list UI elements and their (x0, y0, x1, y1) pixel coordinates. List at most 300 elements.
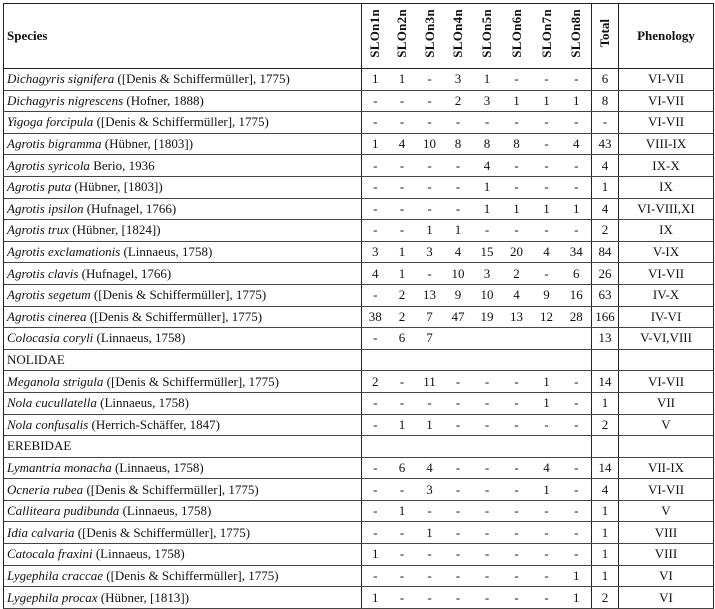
site-count-cell: - (444, 371, 473, 393)
total-cell: 1 (592, 544, 619, 566)
species-name: Catocala fraxini (7, 546, 93, 562)
site-count-cell: - (389, 587, 416, 609)
site-count-cell: - (444, 155, 473, 177)
species-author: ([Denis & Schiffermüller], 1775) (93, 114, 269, 130)
site-count-cell: 4 (473, 155, 502, 177)
site-count-cell: 8 (502, 133, 532, 155)
site-count-cell: - (416, 263, 444, 285)
site-count-cell: 1 (389, 500, 416, 522)
species-author: (Linnaeus, 1758) (93, 330, 186, 346)
species-name: Agrotis bigramma (7, 136, 102, 152)
table-row (4, 133, 714, 155)
site-count-cell: 1 (562, 587, 592, 609)
site-count-cell: 4 (444, 241, 473, 263)
species-author: ([Denis & Schiffermüller], 1775) (74, 524, 251, 540)
site-count-cell (473, 436, 502, 458)
site-count-cell: 1 (473, 176, 502, 198)
phenology-header: Phenology (619, 4, 714, 69)
site-count-cell: - (416, 176, 444, 198)
site-count-cell: - (362, 284, 389, 306)
site-count-cell: - (502, 220, 532, 242)
species-name: Idia calvaria (7, 524, 75, 540)
table-row (4, 69, 714, 91)
total-cell: - (592, 112, 619, 134)
site-count-cell: - (389, 565, 416, 587)
site-count-cell: - (362, 414, 389, 436)
header-row (4, 4, 714, 69)
species-header: Species (4, 4, 362, 69)
site-count-cell: 38 (362, 306, 389, 328)
table-row (4, 587, 714, 609)
species-name: Nola cucullatella (7, 395, 97, 411)
site-count-cell: - (362, 198, 389, 220)
table-row (4, 90, 714, 112)
site-count-cell (532, 328, 562, 350)
site-count-cell: - (532, 587, 562, 609)
phenology-cell: V (619, 414, 714, 436)
site-count-cell: - (473, 587, 502, 609)
site-count-cell: 4 (562, 133, 592, 155)
total-cell: 6 (592, 69, 619, 91)
species-author: Berio, 1936 (89, 157, 155, 173)
species-author: (Herrich-Schäffer, 1847) (88, 416, 220, 432)
site-count-cell (416, 349, 444, 371)
total-cell: 43 (592, 133, 619, 155)
species-cell (4, 414, 362, 436)
site-count-cell: - (502, 414, 532, 436)
site-count-cell: - (389, 155, 416, 177)
total-cell: 1 (592, 392, 619, 414)
species-cell (4, 306, 362, 328)
table-row (4, 414, 714, 436)
phenology-cell: VII (619, 392, 714, 414)
site-count-cell (473, 349, 502, 371)
site-count-cell: 4 (532, 457, 562, 479)
site-count-cell: - (562, 544, 592, 566)
total-cell (592, 349, 619, 371)
site-count-cell: - (532, 414, 562, 436)
site-count-cell: 13 (502, 306, 532, 328)
site-count-cell: - (562, 457, 592, 479)
site-count-cell: - (389, 544, 416, 566)
species-cell (4, 436, 362, 458)
site-count-cell (473, 328, 502, 350)
site-count-cell: - (389, 522, 416, 544)
site-count-cell: 1 (416, 414, 444, 436)
site-count-cell (562, 349, 592, 371)
species-author: ([Denis & Schiffermüller], 1775) (103, 373, 279, 389)
table-row (4, 176, 714, 198)
site-count-cell: 1 (416, 522, 444, 544)
site-count-cell: - (444, 479, 473, 501)
species-name: Dichagyris nigrescens (7, 92, 124, 108)
site-count-cell: - (362, 90, 389, 112)
site-count-cell: - (389, 90, 416, 112)
site-count-cell: - (444, 522, 473, 544)
species-name: Nola confusalis (7, 416, 89, 432)
site-count-cell (444, 328, 473, 350)
species-cell (4, 587, 362, 609)
site-count-cell: 3 (444, 69, 473, 91)
phenology-cell: VI-VII (619, 263, 714, 285)
species-name: Dichagyris signifera (7, 71, 115, 87)
total-cell: 1 (592, 565, 619, 587)
species-author: (Linnaeus, 1758) (92, 546, 185, 562)
site-count-cell: - (362, 500, 389, 522)
total-cell: 2 (592, 220, 619, 242)
site-count-cell: - (389, 198, 416, 220)
site-count-cell: 4 (502, 284, 532, 306)
site-count-cell: - (502, 500, 532, 522)
species-name: Meganola strigula (7, 373, 104, 389)
site-count-cell (502, 328, 532, 350)
site-header: SLOn8n (562, 4, 592, 69)
species-cell (4, 112, 362, 134)
species-cell (4, 522, 362, 544)
site-count-cell: - (416, 112, 444, 134)
site-count-cell: 1 (532, 90, 562, 112)
table-row (4, 328, 714, 350)
site-count-cell: 20 (502, 241, 532, 263)
site-count-cell: - (532, 176, 562, 198)
table-row (4, 241, 714, 263)
site-count-cell: 1 (532, 392, 562, 414)
site-count-cell: 9 (444, 284, 473, 306)
site-count-cell: 1 (562, 198, 592, 220)
site-count-cell (562, 328, 592, 350)
site-count-cell: 1 (473, 198, 502, 220)
total-cell: 14 (592, 457, 619, 479)
site-count-cell: - (562, 220, 592, 242)
total-cell: 1 (592, 176, 619, 198)
species-cell (4, 220, 362, 242)
phenology-cell: VI (619, 565, 714, 587)
species-cell (4, 457, 362, 479)
species-name: Agrotis puta (7, 179, 72, 195)
phenology-cell (619, 436, 714, 458)
species-cell (4, 241, 362, 263)
site-count-cell: - (416, 565, 444, 587)
site-count-cell: - (362, 220, 389, 242)
table-row (4, 112, 714, 134)
phenology-cell: VI-VII (619, 90, 714, 112)
site-count-cell: - (416, 587, 444, 609)
site-count-cell: - (473, 371, 502, 393)
site-count-cell: - (389, 392, 416, 414)
species-cell (4, 565, 362, 587)
site-count-cell: - (532, 112, 562, 134)
site-count-cell: - (502, 457, 532, 479)
site-count-cell: - (473, 500, 502, 522)
site-count-cell: - (502, 392, 532, 414)
total-cell: 4 (592, 198, 619, 220)
table-body (4, 69, 714, 609)
species-author: ([Denis & Schiffermüller], 1775) (86, 308, 263, 324)
species-cell (4, 500, 362, 522)
site-count-cell (502, 349, 532, 371)
site-count-cell (362, 436, 389, 458)
species-cell (4, 133, 362, 155)
site-count-cell: 1 (473, 69, 502, 91)
species-name: Agrotis clavis (7, 265, 79, 281)
phenology-cell: IX (619, 220, 714, 242)
site-count-cell: 10 (473, 284, 502, 306)
site-count-cell: - (416, 392, 444, 414)
site-count-cell: 47 (444, 306, 473, 328)
site-count-cell: - (389, 112, 416, 134)
site-count-cell: - (416, 69, 444, 91)
site-count-cell: 1 (389, 241, 416, 263)
site-count-cell: 1 (502, 90, 532, 112)
species-name: Agrotis exclamationis (7, 244, 121, 260)
site-count-cell: - (532, 69, 562, 91)
table-row (4, 155, 714, 177)
total-cell: 84 (592, 241, 619, 263)
site-count-cell: 8 (473, 133, 502, 155)
total-cell: 8 (592, 90, 619, 112)
site-count-cell: 12 (532, 306, 562, 328)
table-row (4, 392, 714, 414)
site-count-cell: - (473, 544, 502, 566)
site-header: SLOn7n (532, 4, 562, 69)
site-count-cell: - (562, 176, 592, 198)
site-count-cell: - (389, 479, 416, 501)
site-count-cell: - (362, 328, 389, 350)
site-count-cell: 1 (362, 133, 389, 155)
phenology-cell: VIII (619, 522, 714, 544)
phenology-cell: VI-VII (619, 69, 714, 91)
table-row (4, 263, 714, 285)
total-cell: 14 (592, 371, 619, 393)
species-author: (Hübner, [1824]) (69, 222, 161, 238)
species-author: (Hübner, [1803]) (71, 179, 163, 195)
site-count-cell: 10 (444, 263, 473, 285)
site-count-cell (502, 436, 532, 458)
phenology-cell: VI-VII (619, 371, 714, 393)
site-count-cell: - (532, 544, 562, 566)
site-count-cell: 7 (416, 306, 444, 328)
site-count-cell: - (444, 112, 473, 134)
site-count-cell: - (562, 500, 592, 522)
species-author: ([Denis & Schiffermüller], 1775) (83, 481, 259, 497)
site-count-cell: 1 (502, 198, 532, 220)
site-count-cell: - (362, 155, 389, 177)
site-count-cell: 13 (416, 284, 444, 306)
total-cell (592, 436, 619, 458)
site-count-cell: - (502, 587, 532, 609)
site-count-cell: - (532, 522, 562, 544)
site-count-cell: - (532, 565, 562, 587)
species-cell (4, 198, 362, 220)
total-cell: 13 (592, 328, 619, 350)
site-count-cell: 1 (562, 90, 592, 112)
phenology-cell: IX-X (619, 155, 714, 177)
site-count-cell: 1 (532, 479, 562, 501)
total-cell: 166 (592, 306, 619, 328)
site-header: SLOn3n (416, 4, 444, 69)
site-count-cell: - (562, 414, 592, 436)
site-count-cell: - (473, 522, 502, 544)
table-row (4, 500, 714, 522)
phenology-cell: V-VI,VIII (619, 328, 714, 350)
site-count-cell: 6 (562, 263, 592, 285)
site-count-cell: 1 (389, 414, 416, 436)
family-label: NOLIDAE (7, 352, 65, 368)
site-header: SLOn6n (502, 4, 532, 69)
site-count-cell: 1 (362, 544, 389, 566)
table-row (4, 284, 714, 306)
site-count-cell: - (473, 112, 502, 134)
site-count-cell: 7 (416, 328, 444, 350)
site-count-cell: 1 (389, 69, 416, 91)
species-name: Agrotis syricola (7, 157, 90, 173)
table-row (4, 371, 714, 393)
site-count-cell (562, 436, 592, 458)
site-count-cell: - (444, 392, 473, 414)
total-cell: 63 (592, 284, 619, 306)
species-name: Agrotis segetum (7, 287, 91, 303)
species-author: (Hübner, [1803]) (101, 136, 194, 152)
site-count-cell: 6 (389, 328, 416, 350)
site-count-cell: - (444, 587, 473, 609)
species-name: Agrotis cinerea (7, 308, 87, 324)
site-count-cell: - (473, 220, 502, 242)
site-header: SLOn2n (389, 4, 416, 69)
species-author: (Hübner, [1813]) (97, 589, 190, 605)
table-row (4, 457, 714, 479)
site-header: SLOn5n (473, 4, 502, 69)
site-count-cell: 10 (416, 133, 444, 155)
phenology-cell: VI-VII (619, 479, 714, 501)
table-row (4, 436, 714, 458)
species-cell (4, 155, 362, 177)
phenology-cell: VI (619, 587, 714, 609)
species-cell (4, 479, 362, 501)
phenology-cell: VI-VIII,XI (619, 198, 714, 220)
site-count-cell: - (532, 500, 562, 522)
phenology-cell: V (619, 500, 714, 522)
site-count-cell: 2 (362, 371, 389, 393)
site-count-cell: - (562, 522, 592, 544)
species-cell (4, 392, 362, 414)
species-cell (4, 328, 362, 350)
site-count-cell: 1 (532, 371, 562, 393)
site-count-cell: - (502, 479, 532, 501)
site-count-cell: 4 (532, 241, 562, 263)
phenology-cell: IX (619, 176, 714, 198)
species-author: ([Denis & Schiffermüller], 1775) (114, 71, 290, 87)
phenology-cell: VI-VII (619, 112, 714, 134)
site-count-cell: 9 (532, 284, 562, 306)
site-count-cell: - (502, 176, 532, 198)
site-count-cell: - (389, 176, 416, 198)
table-row (4, 198, 714, 220)
table-row (4, 306, 714, 328)
phenology-cell: VIII-IX (619, 133, 714, 155)
site-count-cell: - (444, 565, 473, 587)
site-count-cell: - (473, 479, 502, 501)
species-author: (Hufnagel, 1766) (78, 265, 172, 281)
species-name: Ocneria rubea (7, 481, 84, 497)
site-count-cell: - (362, 112, 389, 134)
site-count-cell: 1 (532, 198, 562, 220)
species-cell (4, 263, 362, 285)
site-count-cell: - (444, 457, 473, 479)
species-cell (4, 284, 362, 306)
site-count-cell: - (444, 500, 473, 522)
site-header: SLOn4n (444, 4, 473, 69)
site-count-cell (416, 436, 444, 458)
site-count-cell (389, 436, 416, 458)
site-count-cell (444, 349, 473, 371)
site-count-cell: 15 (473, 241, 502, 263)
species-author: (Linnaeus, 1758) (119, 503, 212, 519)
species-cell (4, 69, 362, 91)
site-count-cell: - (389, 220, 416, 242)
site-count-cell: - (362, 457, 389, 479)
species-name: Lymantria monacha (7, 459, 112, 475)
site-count-cell: 2 (444, 90, 473, 112)
site-count-cell: 11 (416, 371, 444, 393)
species-cell (4, 349, 362, 371)
total-cell: 2 (592, 587, 619, 609)
site-count-cell: 3 (473, 90, 502, 112)
site-count-cell: - (532, 263, 562, 285)
total-cell: 1 (592, 500, 619, 522)
site-count-cell: - (532, 155, 562, 177)
table-row (4, 522, 714, 544)
table-row (4, 565, 714, 587)
site-count-cell: 4 (389, 133, 416, 155)
site-count-cell: - (502, 565, 532, 587)
site-count-cell: - (502, 155, 532, 177)
table-row (4, 220, 714, 242)
site-count-cell: - (416, 500, 444, 522)
site-count-cell: - (502, 371, 532, 393)
total-cell: 2 (592, 414, 619, 436)
total-cell: 1 (592, 522, 619, 544)
species-name: Lygephila procax (7, 589, 98, 605)
site-count-cell: - (502, 544, 532, 566)
site-count-cell: - (416, 198, 444, 220)
site-count-cell: 1 (362, 587, 389, 609)
species-name: Lygephila craccae (7, 567, 103, 583)
site-count-cell: - (416, 155, 444, 177)
site-count-cell: - (444, 198, 473, 220)
site-count-cell: 3 (416, 479, 444, 501)
species-author: ([Denis & Schiffermüller], 1775) (103, 567, 279, 583)
species-author: ([Denis & Schiffermüller], 1775) (90, 287, 267, 303)
site-count-cell: - (416, 544, 444, 566)
site-count-cell (532, 349, 562, 371)
site-count-cell: 1 (362, 69, 389, 91)
phenology-cell: VII-IX (619, 457, 714, 479)
site-count-cell: - (416, 90, 444, 112)
species-name: Calliteara pudibunda (7, 503, 120, 519)
site-count-cell (444, 436, 473, 458)
site-count-cell: - (473, 392, 502, 414)
site-count-cell: - (562, 112, 592, 134)
site-count-cell: 8 (444, 133, 473, 155)
species-author: (Linnaeus, 1758) (111, 459, 204, 475)
species-name: Yigoga forcipula (7, 114, 94, 130)
site-count-cell: - (532, 220, 562, 242)
species-author: (Hofner, 1888) (123, 92, 204, 108)
species-table (3, 3, 714, 609)
site-count-cell: - (389, 371, 416, 393)
site-count-cell: 19 (473, 306, 502, 328)
site-count-cell: - (444, 414, 473, 436)
